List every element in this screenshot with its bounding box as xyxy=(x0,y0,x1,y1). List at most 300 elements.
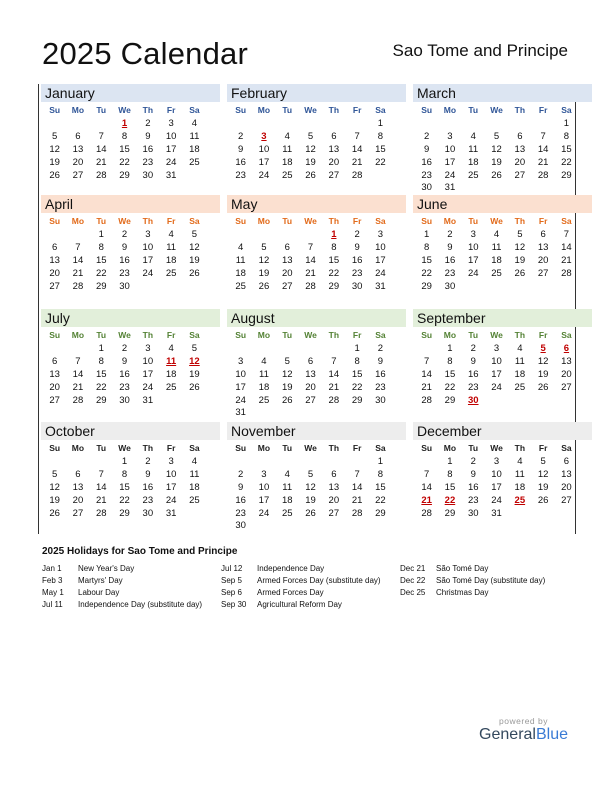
day: 2 xyxy=(121,229,128,240)
empty-cell xyxy=(43,343,66,356)
day: 8 xyxy=(377,130,384,142)
day: 1 xyxy=(377,456,384,467)
day: 16 xyxy=(235,494,246,506)
day: 8 xyxy=(354,355,360,367)
day: 22 xyxy=(375,156,386,168)
day: 4 xyxy=(517,343,523,354)
day: 22 xyxy=(119,156,130,168)
day: 1 xyxy=(98,343,104,354)
weekday-label: Fr xyxy=(538,330,548,340)
day: 28 xyxy=(561,267,572,279)
day: 29 xyxy=(444,394,456,406)
day: 13 xyxy=(72,481,84,493)
weekday-label: Su xyxy=(235,330,247,340)
day: 28 xyxy=(328,394,340,406)
day: 27 xyxy=(49,280,60,292)
day: 19 xyxy=(49,156,60,168)
weekday-label: Mo xyxy=(71,330,85,340)
holiday-day: 25 xyxy=(514,494,526,506)
day: 22 xyxy=(328,267,340,279)
holiday-day: 12 xyxy=(189,355,200,367)
day: 25 xyxy=(165,267,177,279)
weekday-label: Fr xyxy=(538,105,548,115)
day: 15 xyxy=(421,254,432,266)
empty-cell xyxy=(43,456,66,469)
day: 6 xyxy=(75,468,81,480)
empty-cell xyxy=(299,118,322,131)
day: 22 xyxy=(375,494,386,506)
day: 11 xyxy=(468,143,479,155)
weekday-label: Tu xyxy=(468,330,479,340)
day: 5 xyxy=(307,468,314,480)
day: 30 xyxy=(119,394,130,406)
holiday-item xyxy=(221,575,396,587)
day: 28 xyxy=(421,394,432,406)
holiday-name: Martyrs' Day xyxy=(78,576,123,585)
day: 14 xyxy=(95,143,107,155)
day: 8 xyxy=(121,130,128,142)
month-name: July xyxy=(41,309,220,327)
weekday-header xyxy=(41,102,220,118)
day: 7 xyxy=(354,468,360,480)
day: 1 xyxy=(447,343,453,354)
day: 15 xyxy=(95,254,107,266)
day-grid xyxy=(41,229,220,293)
weekday-label: Fr xyxy=(352,216,362,226)
day: 28 xyxy=(95,507,107,519)
day: 12 xyxy=(305,143,316,155)
weekday-label: Th xyxy=(142,443,154,453)
country-name: Sao Tome and Principe xyxy=(392,41,568,60)
day: 7 xyxy=(354,130,360,142)
day: 30 xyxy=(444,280,456,292)
day: 28 xyxy=(421,507,432,519)
day: 16 xyxy=(119,254,130,266)
day: 22 xyxy=(444,381,456,393)
day: 14 xyxy=(351,481,363,493)
day: 27 xyxy=(561,381,572,393)
day: 21 xyxy=(72,381,84,393)
day: 18 xyxy=(189,143,200,155)
day: 10 xyxy=(142,355,154,367)
day: 14 xyxy=(72,368,84,380)
day: 19 xyxy=(537,368,549,380)
day: 21 xyxy=(561,254,572,266)
holiday-day: 22 xyxy=(444,494,456,506)
month-name: February xyxy=(227,84,406,102)
day: 11 xyxy=(259,368,269,380)
empty-cell xyxy=(276,456,299,469)
day-grid xyxy=(41,118,220,182)
day: 31 xyxy=(165,169,177,181)
day: 30 xyxy=(142,169,154,181)
day: 20 xyxy=(281,267,293,279)
month-december xyxy=(413,422,592,520)
month-june xyxy=(413,195,592,293)
day: 15 xyxy=(561,143,572,155)
weekday-label: Mo xyxy=(443,443,457,453)
day: 19 xyxy=(305,494,316,506)
weekday-label: Tu xyxy=(282,443,293,453)
day: 4 xyxy=(191,456,198,467)
empty-cell xyxy=(415,118,438,131)
day: 14 xyxy=(72,254,84,266)
weekday-label: We xyxy=(118,105,131,115)
day: 11 xyxy=(514,355,525,367)
day: 15 xyxy=(375,143,386,155)
day: 19 xyxy=(49,494,60,506)
weekday-label: Mo xyxy=(257,216,271,226)
day-grid xyxy=(227,118,406,182)
holiday-list-title: 2025 Holidays for Sao Tome and Principe xyxy=(42,546,238,557)
day: 26 xyxy=(189,381,200,393)
day: 5 xyxy=(517,229,523,240)
day-grid xyxy=(413,343,592,407)
holiday-date: Dec 21 xyxy=(400,564,426,573)
day: 18 xyxy=(258,381,270,393)
empty-cell xyxy=(66,118,89,131)
day: 15 xyxy=(444,481,456,493)
weekday-label: Sa xyxy=(189,443,200,453)
day: 24 xyxy=(258,507,270,519)
day: 10 xyxy=(235,368,246,380)
day: 6 xyxy=(540,229,546,240)
day: 30 xyxy=(119,280,130,292)
day: 27 xyxy=(305,394,316,406)
day: 12 xyxy=(537,355,549,367)
day: 24 xyxy=(444,169,456,181)
day: 26 xyxy=(189,267,200,279)
day: 30 xyxy=(142,507,154,519)
empty-cell xyxy=(229,118,252,131)
day: 13 xyxy=(281,254,293,266)
empty-cell xyxy=(415,343,438,356)
day: 2 xyxy=(145,456,151,467)
page-title: 2025 Calendar xyxy=(42,36,248,71)
holiday-name: Independence Day (substitute day) xyxy=(78,600,203,609)
empty-cell xyxy=(66,456,89,469)
day: 30 xyxy=(467,507,479,519)
holiday-name: Armed Forces Day xyxy=(257,588,324,597)
day: 13 xyxy=(561,355,572,367)
holiday-name: New Year's Day xyxy=(78,564,135,573)
empty-cell xyxy=(66,343,89,356)
weekday-label: Fr xyxy=(538,443,548,453)
weekday-label: Th xyxy=(328,216,340,226)
brand-general: General xyxy=(479,726,536,743)
day: 23 xyxy=(375,381,386,393)
day: 20 xyxy=(514,156,526,168)
holiday-name: Christmas Day xyxy=(436,588,489,597)
weekday-label: Th xyxy=(142,330,154,340)
day: 7 xyxy=(424,355,430,367)
day: 1 xyxy=(98,229,104,240)
day: 12 xyxy=(305,481,316,493)
weekday-label: We xyxy=(304,330,317,340)
day: 11 xyxy=(282,143,293,155)
day: 23 xyxy=(235,507,246,519)
day: 10 xyxy=(142,241,154,253)
weekday-label: Su xyxy=(49,105,61,115)
day: 16 xyxy=(467,481,479,493)
day: 8 xyxy=(424,241,430,253)
weekday-label: Th xyxy=(142,216,154,226)
day: 3 xyxy=(238,355,244,367)
day: 25 xyxy=(491,267,502,279)
weekday-label: Sa xyxy=(561,443,572,453)
month-name: May xyxy=(227,195,406,213)
empty-cell xyxy=(322,118,345,131)
day: 10 xyxy=(165,468,177,480)
empty-cell xyxy=(299,456,322,469)
day: 24 xyxy=(165,156,177,168)
day: 6 xyxy=(284,241,290,253)
holiday-day: 5 xyxy=(540,343,546,354)
weekday-label: Th xyxy=(328,105,340,115)
day-grid xyxy=(41,456,220,520)
empty-cell xyxy=(252,229,275,242)
day: 31 xyxy=(375,280,386,292)
day: 26 xyxy=(514,267,526,279)
day: 20 xyxy=(328,156,340,168)
day: 6 xyxy=(52,241,58,253)
day: 11 xyxy=(189,468,200,480)
day: 28 xyxy=(351,169,363,181)
day: 27 xyxy=(281,280,293,292)
holiday-date: Sep 6 xyxy=(221,588,242,597)
holiday-column xyxy=(400,563,575,599)
day: 10 xyxy=(491,355,502,367)
day: 17 xyxy=(235,381,246,393)
holiday-date: Dec 25 xyxy=(400,588,426,597)
weekday-header xyxy=(413,327,592,343)
day: 8 xyxy=(447,468,453,480)
day: 9 xyxy=(145,130,151,142)
day: 13 xyxy=(49,368,60,380)
day: 25 xyxy=(189,494,200,506)
weekday-label: Su xyxy=(235,216,247,226)
month-name: December xyxy=(413,422,592,440)
day: 15 xyxy=(119,481,130,493)
day: 3 xyxy=(447,130,453,142)
weekday-label: Sa xyxy=(189,105,200,115)
day: 3 xyxy=(493,456,500,467)
day: 26 xyxy=(258,280,270,292)
empty-cell xyxy=(345,118,368,131)
day: 2 xyxy=(121,343,128,354)
day: 16 xyxy=(375,368,386,380)
weekday-label: Sa xyxy=(561,105,572,115)
month-name: November xyxy=(227,422,406,440)
day: 23 xyxy=(467,494,479,506)
day-grid xyxy=(227,229,406,293)
weekday-label: Su xyxy=(421,105,433,115)
day: 25 xyxy=(165,381,177,393)
day: 12 xyxy=(189,241,200,253)
day: 26 xyxy=(305,169,316,181)
weekday-label: Tu xyxy=(96,443,107,453)
weekday-header xyxy=(227,213,406,229)
weekday-label: Tu xyxy=(282,216,293,226)
day: 27 xyxy=(72,169,84,181)
day-grid xyxy=(41,343,220,407)
day: 16 xyxy=(351,254,363,266)
empty-cell xyxy=(43,229,66,242)
weekday-header xyxy=(413,213,592,229)
weekday-label: Fr xyxy=(352,443,362,453)
day: 12 xyxy=(281,368,293,380)
weekday-label: Fr xyxy=(538,216,548,226)
empty-cell xyxy=(415,456,438,469)
weekday-header xyxy=(41,213,220,229)
day: 29 xyxy=(351,394,363,406)
month-february xyxy=(227,84,406,182)
day: 23 xyxy=(142,156,154,168)
day: 18 xyxy=(491,254,502,266)
month-name: June xyxy=(413,195,592,213)
day: 9 xyxy=(238,143,244,155)
day: 3 xyxy=(261,468,267,480)
day: 10 xyxy=(258,481,270,493)
holiday-date: Dec 22 xyxy=(400,576,426,585)
day: 6 xyxy=(517,130,523,142)
day: 18 xyxy=(235,267,246,279)
day: 4 xyxy=(470,130,476,142)
day-grid xyxy=(227,343,406,420)
day: 11 xyxy=(235,254,246,266)
day: 5 xyxy=(540,456,546,467)
day: 19 xyxy=(305,156,316,168)
day: 12 xyxy=(49,481,60,493)
day: 26 xyxy=(305,507,316,519)
day: 1 xyxy=(121,456,128,467)
day: 25 xyxy=(258,394,270,406)
day: 14 xyxy=(421,368,432,380)
day: 23 xyxy=(119,381,130,393)
weekday-label: We xyxy=(304,443,317,453)
weekday-label: We xyxy=(304,105,317,115)
empty-cell xyxy=(508,118,531,131)
month-january xyxy=(41,84,220,182)
holiday-item xyxy=(42,587,217,599)
day: 15 xyxy=(351,368,363,380)
day: 28 xyxy=(305,280,316,292)
day: 22 xyxy=(351,381,363,393)
day: 2 xyxy=(238,130,244,142)
day: 8 xyxy=(563,130,570,142)
empty-cell xyxy=(345,456,368,469)
day: 7 xyxy=(75,355,81,367)
day: 4 xyxy=(261,355,267,367)
day: 11 xyxy=(189,130,200,142)
generalblue-logo xyxy=(479,716,568,744)
day: 18 xyxy=(189,481,200,493)
day: 29 xyxy=(561,169,572,181)
day: 20 xyxy=(328,494,340,506)
day: 1 xyxy=(447,456,453,467)
day: 29 xyxy=(421,280,432,292)
day: 9 xyxy=(377,355,384,367)
day: 6 xyxy=(307,355,314,367)
day: 2 xyxy=(145,118,151,129)
day: 29 xyxy=(444,507,456,519)
weekday-label: Su xyxy=(421,330,433,340)
month-name: April xyxy=(41,195,220,213)
day: 5 xyxy=(52,468,58,480)
weekday-label: Tu xyxy=(468,105,479,115)
day: 3 xyxy=(470,229,476,240)
day: 15 xyxy=(328,254,340,266)
day: 14 xyxy=(95,481,107,493)
weekday-label: Th xyxy=(514,443,526,453)
day: 12 xyxy=(537,468,549,480)
day: 21 xyxy=(72,267,84,279)
weekday-label: Fr xyxy=(166,216,176,226)
day: 21 xyxy=(305,267,316,279)
day: 9 xyxy=(354,241,360,253)
day: 4 xyxy=(284,130,290,142)
day: 23 xyxy=(421,169,432,181)
day: 10 xyxy=(258,143,270,155)
weekday-label: Th xyxy=(514,330,526,340)
day: 4 xyxy=(168,343,174,354)
day: 17 xyxy=(142,368,154,380)
day: 17 xyxy=(491,368,502,380)
day: 7 xyxy=(98,468,104,480)
holiday-day: 1 xyxy=(121,118,128,129)
month-july xyxy=(41,309,220,407)
day: 17 xyxy=(258,156,270,168)
day: 5 xyxy=(307,130,314,142)
day: 1 xyxy=(563,118,570,129)
day: 20 xyxy=(49,267,60,279)
day: 29 xyxy=(119,169,130,181)
day: 23 xyxy=(444,267,456,279)
day: 7 xyxy=(331,355,337,367)
day: 2 xyxy=(377,343,384,354)
empty-cell xyxy=(322,343,345,356)
day: 5 xyxy=(284,355,290,367)
day: 27 xyxy=(514,169,526,181)
day: 2 xyxy=(424,130,430,142)
month-november xyxy=(227,422,406,533)
day: 25 xyxy=(235,280,246,292)
day: 13 xyxy=(305,368,316,380)
weekday-label: We xyxy=(490,216,503,226)
holiday-item xyxy=(400,575,575,587)
weekday-label: Tu xyxy=(468,216,479,226)
weekday-header xyxy=(413,440,592,456)
day: 21 xyxy=(537,156,549,168)
day: 6 xyxy=(563,456,570,467)
day: 23 xyxy=(235,169,246,181)
day: 8 xyxy=(98,355,104,367)
weekday-label: Mo xyxy=(443,105,457,115)
holiday-name: Labour Day xyxy=(78,588,120,597)
day: 31 xyxy=(491,507,502,519)
day: 25 xyxy=(281,169,293,181)
weekday-label: We xyxy=(118,216,131,226)
day: 27 xyxy=(328,507,340,519)
day: 23 xyxy=(119,267,130,279)
weekday-label: Tu xyxy=(282,105,293,115)
day: 24 xyxy=(491,381,502,393)
day: 27 xyxy=(49,394,60,406)
day: 5 xyxy=(191,229,198,240)
day: 11 xyxy=(491,241,502,253)
weekday-label: Mo xyxy=(257,105,271,115)
day: 24 xyxy=(235,394,246,406)
